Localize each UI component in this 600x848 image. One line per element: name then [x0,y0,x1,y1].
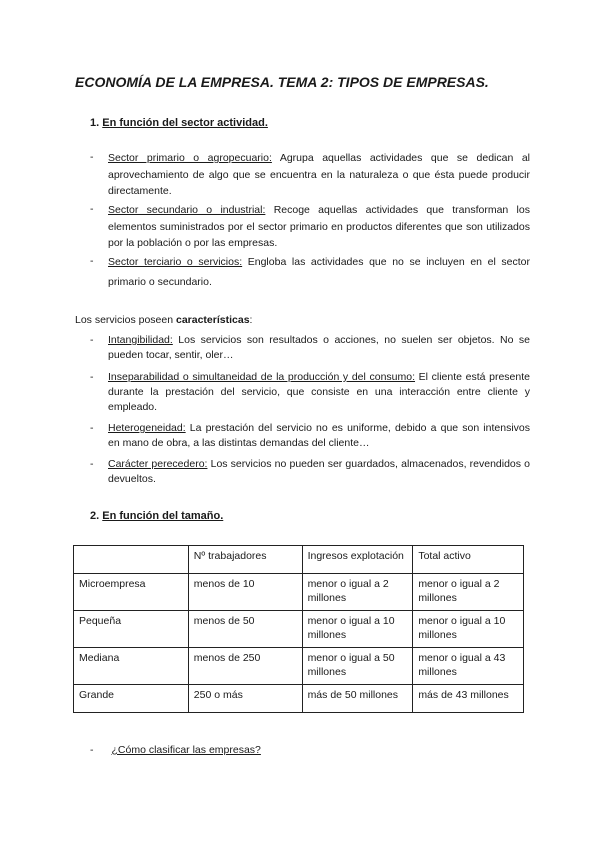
table-cell: más de 43 millones [413,685,524,713]
table-cell: Grande [74,685,189,713]
table-cell: menos de 10 [188,574,302,611]
table-row [74,648,524,685]
list-item [90,254,530,292]
bullet-dash: - [90,255,94,267]
table-row [74,685,524,713]
intro-suffix: : [249,314,253,326]
item-text: Engloba las actividades que no se incluyen en el sector primario o secundario. [108,256,531,288]
bullet-dash: - [90,422,94,434]
item-label: Inseparabilidad o simultaneidad de la producción y del consumo: [108,371,416,383]
section-2-number: 2. [90,510,100,522]
item-text: Recoge aquellas actividades que transforman los elementos suministrados por el sector primario en productos diferentes que son utilizados por la población o por las empresas. [108,204,530,249]
bullet-dash: - [90,334,94,346]
section-1-number: 1. [90,117,100,129]
item-text: El cliente está presente durante la prestación del servicio, que consiste en una interacción entre cliente y empleado. [108,371,530,413]
table-cell: menos de 50 [188,611,302,648]
section-1-title: En función del sector actividad. [102,117,268,129]
table-cell: menor o igual a 2 millones [302,574,413,611]
table-row [74,574,524,611]
table-cell: menor o igual a 50 millones [302,648,413,685]
list-item [90,370,530,415]
item-label: Heterogeneidad: [108,422,186,434]
intro-bold: características [175,314,250,326]
company-size-table [73,545,524,713]
table-cell: menor o igual a 10 millones [302,611,413,648]
section-2-heading [90,510,223,522]
table-cell: Pequeña [74,611,189,648]
table-header-row [74,546,524,574]
table-cell: Microempresa [74,574,189,611]
list-item [90,333,530,363]
table-cell: menos de 250 [188,648,302,685]
list-item [90,457,530,487]
bullet-dash: - [90,458,94,470]
item-text: La prestación del servicio no es uniforme, debido a que son intensivos en mano de obra, a las distintas demandas del cliente… [108,422,530,449]
item-label: Intangibilidad: [108,334,173,346]
final-question: ¿Cómo clasificar las empresas? [111,744,261,756]
list-item [90,744,261,756]
table-cell: más de 50 millones [302,685,413,713]
table-cell: menor o igual a 2 millones [413,574,524,611]
item-label: Sector primario o agropecuario: [108,152,272,164]
bullet-dash: - [90,744,94,756]
list-item [90,150,530,200]
item-text: Agrupa aquellas actividades que se dedican al aprovechamiento de algo que se encuentra en la naturaleza o que ésta puede producir directamente. [108,152,531,197]
services-intro [75,314,252,326]
table-cell: menor o igual a 10 millones [413,611,524,648]
item-label: Sector secundario o industrial: [108,204,266,216]
item-label: Sector terciario o servicios: [108,256,243,268]
intro-text: Los servicios poseen [75,314,176,326]
table-header-cell: Nº trabajadores [188,546,302,574]
table-cell: menor o igual a 43 millones [413,648,524,685]
table-row [74,611,524,648]
item-text: Los servicios no pueden ser guardados, almacenados, revendidos o devueltos. [108,458,530,485]
bullet-dash: - [90,151,94,163]
table-header-cell [74,546,189,574]
bullet-dash: - [90,203,94,215]
document-title: ECONOMÍA DE LA EMPRESA. TEMA 2: TIPOS DE EMPRESAS. [75,74,489,90]
item-label: Carácter perecedero: [108,458,208,470]
section-2-title: En función del tamaño. [102,510,224,522]
item-text: Los servicios son resultados o acciones, no suelen ser objetos. No se pueden tocar, sentir, oler… [108,334,530,361]
section-1-heading [90,117,268,129]
table-header-cell: Ingresos explotación [302,546,413,574]
table-cell: 250 o más [188,685,302,713]
list-item [90,202,530,252]
bullet-dash: - [90,371,94,383]
table-cell: Mediana [74,648,189,685]
list-item [90,421,530,451]
table-header-cell: Total activo [413,546,524,574]
